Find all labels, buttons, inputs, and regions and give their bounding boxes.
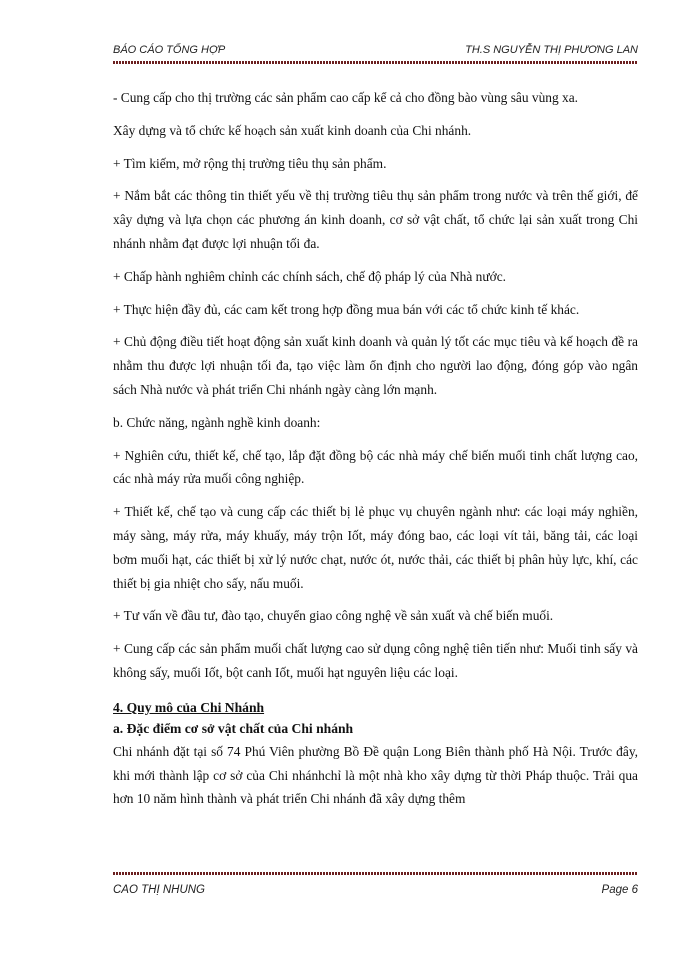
subsection-heading: a. Đặc điểm cơ sở vật chất của Chi nhánh bbox=[113, 720, 354, 736]
page-header bbox=[113, 40, 638, 58]
paragraph: b. Chức năng, ngành nghề kinh doanh: bbox=[113, 414, 321, 430]
paragraph: Chi nhánh đặt tại số 74 Phú Viên phường Bồ Đề quận Long Biên thành phố Hà Nội. Trước đây, khi mới thành lập cơ sở của Chi nhánhchỉ là một nhà kho xây dựng từ thời Pháp thuộc. Trải qua hơn 10 năm hình thành và phát triển Chi nhánh đã xây dựng thêm bbox=[113, 743, 638, 807]
paragraph: + Cung cấp các sản phẩm muối chất lượng cao sử dụng công nghệ tiên tiến như: Muối tinh sấy và không sấy, muối Iốt, bột canh Iốt, muối hạt nguyên liệu các loại. bbox=[113, 641, 638, 680]
header-divider bbox=[113, 61, 638, 64]
footer-student-name: CAO THỊ NHUNG bbox=[113, 884, 205, 896]
header-report-title: BÁO CÁO TỔNG HỢP bbox=[113, 44, 226, 56]
paragraph: + Chủ động điều tiết hoạt động sản xuất kinh doanh và quản lý tốt các mục tiêu và kế hoạch đề ra nhằm thu được lợi nhuận tối đa, tạo việc làm ổn định cho người lao động, đóng góp vào ngân sách Nhà nước và phát triển Chi nhánh ngày càng lớn mạnh. bbox=[113, 334, 638, 397]
document-body bbox=[113, 86, 638, 813]
header-author: TH.S NGUYỄN THỊ PHƯƠNG LAN bbox=[465, 44, 638, 56]
paragraph: + Chấp hành nghiêm chỉnh các chính sách, chế độ pháp lý của Nhà nước. bbox=[113, 268, 506, 284]
paragraph: + Tìm kiếm, mở rộng thị trường tiêu thụ sản phẩm. bbox=[113, 155, 387, 171]
page-number: Page 6 bbox=[601, 884, 638, 896]
paragraph: + Nắm bắt các thông tin thiết yếu về thị trường tiêu thụ sản phẩm trong nước và trên thế giới, để xây dựng và lựa chọn các phương án kinh doanh, cơ sở vật chất, tổ chức lại sản xuất trong Chi nhánh nhằm đạt được lợi nhuận tối đa. bbox=[113, 188, 638, 251]
section-heading: 4. Quy mô của Chi Nhánh bbox=[113, 699, 265, 715]
footer-divider bbox=[113, 872, 638, 875]
paragraph: - Cung cấp cho thị trường các sản phẩm cao cấp kể cả cho đồng bào vùng sâu vùng xa. bbox=[113, 90, 579, 105]
paragraph: Xây dựng và tổ chức kế hoạch sản xuất kinh doanh của Chi nhánh. bbox=[113, 122, 472, 138]
paragraph: + Nghiên cứu, thiết kế, chế tạo, lắp đặt đồng bộ các nhà máy chế biến muối tinh chất lượng cao, các nhà máy rửa muối công nghiệp. bbox=[113, 447, 638, 487]
paragraph: + Tư vấn về đầu tư, đào tạo, chuyển giao công nghệ về sản xuất và chế biến muối. bbox=[113, 608, 554, 624]
paragraph: + Thực hiện đầy đủ, các cam kết trong hợp đồng mua bán với các tổ chức kinh tế khác. bbox=[113, 301, 580, 317]
paragraph: + Thiết kế, chế tạo và cung cấp các thiết bị lẻ phục vụ chuyên ngành như: các loại máy nghiền, máy sàng, máy rửa, máy khuấy, máy trộn Iốt, máy đóng bao, các loại vít tải, băng tải, các loại bơm muối hạt, các thiết bị xử lý nước chạt, nước ót, nước thải, các thiết bị phân hủy lực, khí, các thiết bị gia nhiệt cho sấy, nấu muối. bbox=[113, 504, 638, 591]
